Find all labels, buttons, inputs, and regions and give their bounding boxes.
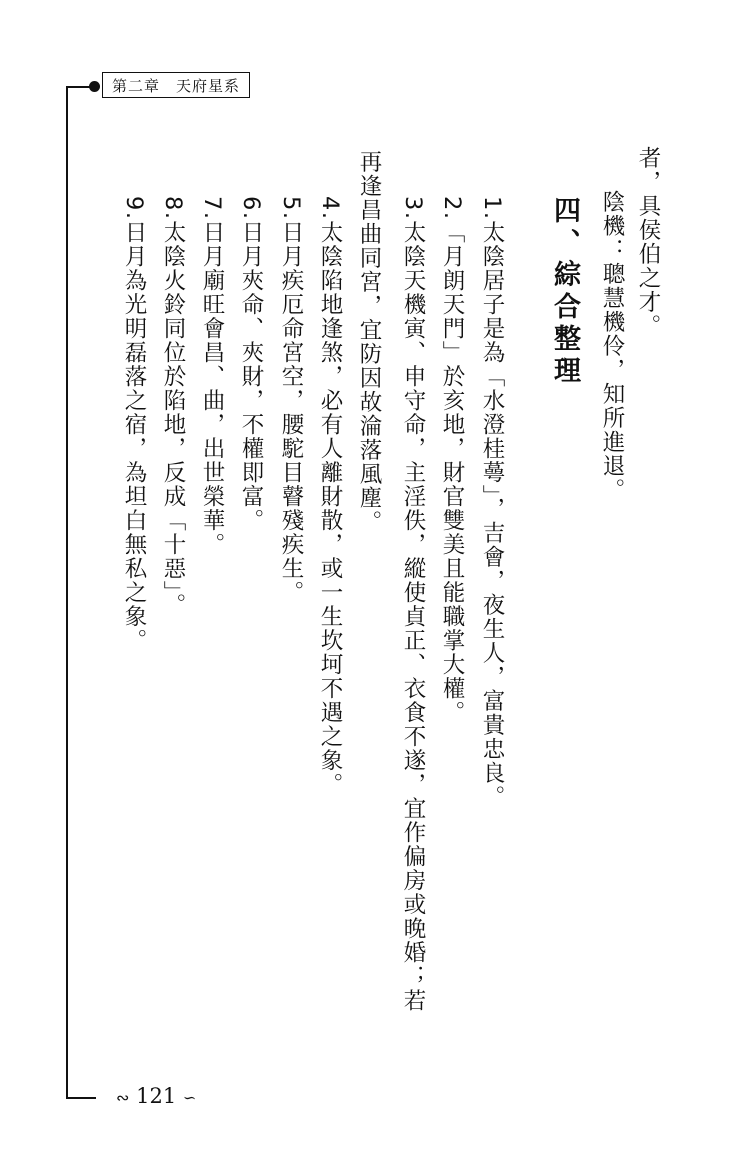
list-item-2: 2.「月朗天門」於亥地，財官雙美且能職掌大權。 [439, 196, 465, 725]
list-item-8: 8.太陰火鈴同位於陷地，反成「十惡」。 [160, 196, 186, 618]
text-line-2: 陰機：聰慧機伶，知所進退。 [599, 190, 625, 502]
ornament-right: ∽ [182, 1088, 197, 1107]
list-item-6: 6.日月夾命、夾財，不權即富。 [238, 196, 264, 533]
ornament-left: ∾ [116, 1088, 130, 1107]
page-number-footer [116, 1084, 196, 1108]
list-item-3-continued: 再逢昌曲同宮，宜防因故淪落風塵。 [356, 150, 382, 534]
section-heading: 四、綜合整理 [549, 196, 580, 388]
list-item-3: 3.太陰天機寅、申守命，主淫佚，縱使貞正、衣食不遂，宜作偏房或晚婚；若 [400, 196, 426, 1013]
list-item-9: 9.日月為光明磊落之宿，為坦白無私之象。 [121, 196, 147, 653]
bullet-dot [89, 81, 100, 92]
list-item-5: 5.日月疾厄命宮空，腰駝目瞽殘疾生。 [278, 196, 304, 605]
margin-rule-vertical [66, 86, 68, 1099]
chapter-header: 第二章 天府星系 [102, 72, 250, 98]
text-line-1: 者，具侯伯之才。 [635, 146, 661, 338]
list-item-7: 7.日月廟旺會昌、曲，出世榮華。 [199, 196, 225, 557]
list-item-4: 4.太陰陷地逢煞，必有人離財散，或一生坎坷不遇之象。 [317, 196, 343, 797]
list-item-1: 1.太陰居子是為「水澄桂蕚」，吉會，夜生人，富貴忠良。 [479, 196, 505, 810]
page-number: 121 [136, 1084, 177, 1108]
margin-rule-bottom [66, 1097, 96, 1099]
